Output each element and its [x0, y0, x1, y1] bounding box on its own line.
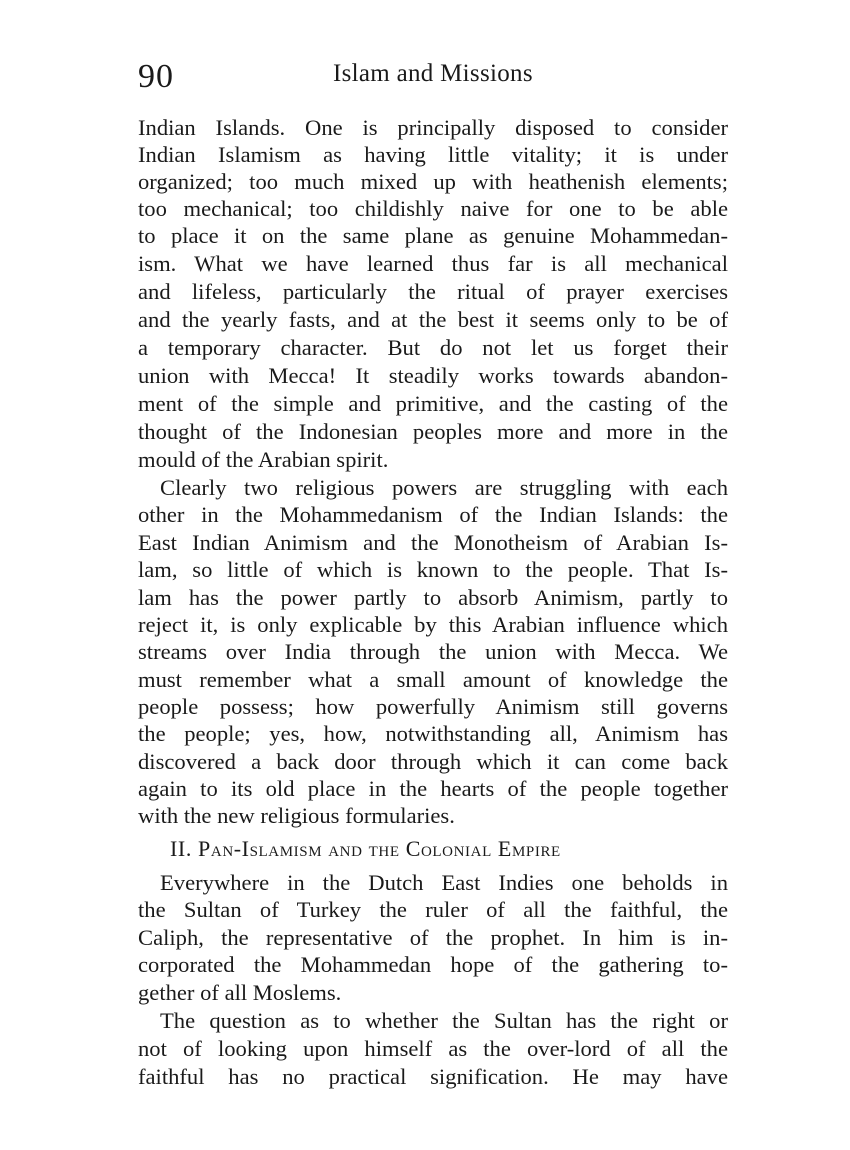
text-line: organized; too much mixed up with heathenish elements; — [138, 169, 728, 194]
text-line: the people; yes, how, notwithstanding all, Animism has — [138, 721, 728, 746]
text-line: union with Mecca! It steadily works towards abandon- — [138, 363, 728, 388]
text-line: and the yearly fasts, and at the best it seems only to be of — [138, 307, 728, 332]
running-title: Islam and Missions — [333, 60, 533, 87]
text-line: must remember what a small amount of knowledge the — [138, 667, 728, 692]
text-line: Everywhere in the Dutch East Indies one beholds in — [160, 870, 728, 895]
text-line: Indian Islamism as having little vitality; it is under — [138, 142, 728, 167]
text-line: East Indian Animism and the Monotheism of Arabian Is- — [138, 530, 728, 555]
text-line: thought of the Indonesian peoples more and more in the — [138, 419, 728, 444]
text-line: again to its old place in the hearts of the people together — [138, 776, 728, 801]
text-line: streams over India through the union with Mecca. We — [138, 639, 728, 664]
section-heading: II. Pan-Islamism and the Colonial Empire — [170, 836, 561, 861]
text-line: and lifeless, particularly the ritual of prayer exercises — [138, 279, 728, 304]
text-line: corporated the Mohammedan hope of the gathering to- — [138, 952, 728, 977]
text-line: to place it on the same plane as genuine Mohammedan- — [138, 223, 728, 248]
text-line: faithful has no practical signification. He may have — [138, 1064, 728, 1089]
text-line: gether of all Moslems. — [138, 980, 342, 1005]
text-line: Indian Islands. One is principally disposed to consider — [138, 115, 728, 140]
text-line: too mechanical; too childishly naive for one to be able — [138, 196, 728, 221]
text-line: the Sultan of Turkey the ruler of all the faithful, the — [138, 897, 728, 922]
text-line: people possess; how powerfully Animism still governs — [138, 694, 728, 719]
text-line: reject it, is only explicable by this Arabian influence which — [138, 612, 728, 637]
text-line: discovered a back door through which it can come back — [138, 749, 728, 774]
page-number: 90 — [138, 58, 174, 95]
text-line: Clearly two religious powers are struggling with each — [160, 475, 728, 500]
text-line: Caliph, the representative of the prophet. In him is in- — [138, 925, 728, 950]
text-line: a temporary character. But do not let us forget their — [138, 335, 728, 360]
text-line: mould of the Arabian spirit. — [138, 447, 389, 472]
text-line: lam, so little of which is known to the people. That Is- — [138, 557, 728, 582]
text-line: with the new religious formularies. — [138, 803, 455, 828]
page-header — [138, 58, 728, 98]
text-line: ism. What we have learned thus far is all mechanical — [138, 251, 728, 276]
text-line: lam has the power partly to absorb Animism, partly to — [138, 585, 728, 610]
text-line: The question as to whether the Sultan has the right or — [160, 1008, 728, 1033]
text-line: not of looking upon himself as the over-lord of all the — [138, 1036, 728, 1061]
text-line: ment of the simple and primitive, and the casting of the — [138, 391, 728, 416]
text-line: other in the Mohammedanism of the Indian Islands: the — [138, 502, 728, 527]
